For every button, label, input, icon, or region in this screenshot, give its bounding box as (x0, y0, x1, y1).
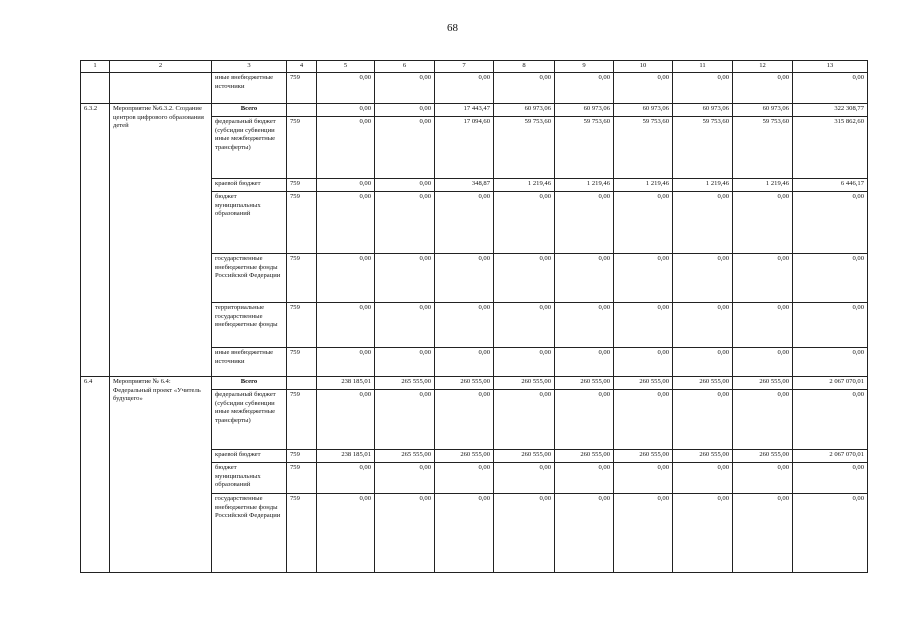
amount-cell: 0,00 (494, 463, 555, 494)
amount-cell: 0,00 (375, 117, 435, 179)
page-number: 68 (447, 22, 458, 34)
amount-cell: 260 555,00 (555, 377, 614, 390)
amount-cell: 0,00 (793, 303, 868, 348)
amount-cell: 0,00 (673, 192, 733, 254)
amount-cell: 0,00 (555, 73, 614, 104)
amount-cell: 17 094,60 (435, 117, 494, 179)
amount-cell: 0,00 (494, 73, 555, 104)
amount-cell: 0,00 (375, 390, 435, 450)
amount-cell: 322 308,77 (793, 104, 868, 117)
activity-number (81, 73, 110, 104)
amount-cell: 0,00 (614, 348, 673, 377)
amount-cell: 0,00 (435, 303, 494, 348)
amount-cell: 0,00 (793, 254, 868, 303)
column-header: 5 (317, 61, 375, 73)
amount-cell: 0,00 (793, 348, 868, 377)
amount-cell: 238 185,01 (317, 377, 375, 390)
amount-cell: 0,00 (733, 348, 793, 377)
amount-cell: 0,00 (793, 192, 868, 254)
amount-cell: 0,00 (555, 348, 614, 377)
amount-cell: 0,00 (494, 494, 555, 573)
column-header: 12 (733, 61, 793, 73)
amount-cell: 0,00 (733, 494, 793, 573)
amount-cell: 0,00 (614, 463, 673, 494)
amount-cell: 0,00 (317, 254, 375, 303)
amount-cell: 0,00 (375, 104, 435, 117)
amount-cell: 0,00 (733, 192, 793, 254)
amount-cell: 0,00 (375, 494, 435, 573)
amount-cell: 0,00 (317, 463, 375, 494)
amount-cell: 59 753,60 (614, 117, 673, 179)
amount-cell: 0,00 (317, 179, 375, 192)
amount-cell: 0,00 (614, 254, 673, 303)
activity-name: Мероприятие №6.3.2. Создание центров цифрового образования детей (110, 104, 212, 377)
funding-source: иные внебюджетные источники (212, 348, 287, 377)
amount-cell: 0,00 (793, 73, 868, 104)
amount-cell: 0,00 (375, 73, 435, 104)
funding-source: краевой бюджет (212, 179, 287, 192)
amount-cell: 0,00 (733, 254, 793, 303)
table-row (81, 73, 868, 104)
budget-table (80, 60, 868, 573)
funding-source: государственные внебюджетные фонды Российской Федерации (212, 254, 287, 303)
amount-cell: 260 555,00 (733, 450, 793, 463)
amount-cell: 0,00 (614, 390, 673, 450)
amount-cell: 0,00 (555, 390, 614, 450)
amount-cell: 0,00 (614, 303, 673, 348)
column-header: 7 (435, 61, 494, 73)
amount-cell: 60 973,06 (673, 104, 733, 117)
amount-cell: 260 555,00 (614, 377, 673, 390)
activity-number: 6.4 (81, 377, 110, 573)
amount-cell: 0,00 (375, 303, 435, 348)
header-row (81, 61, 868, 73)
amount-cell: 59 753,60 (555, 117, 614, 179)
amount-cell: 260 555,00 (555, 450, 614, 463)
amount-cell: 0,00 (673, 390, 733, 450)
amount-cell: 0,00 (793, 390, 868, 450)
amount-cell: 0,00 (375, 254, 435, 303)
amount-cell: 59 753,60 (494, 117, 555, 179)
amount-cell: 0,00 (614, 192, 673, 254)
amount-cell: 260 555,00 (673, 377, 733, 390)
amount-cell: 60 973,06 (494, 104, 555, 117)
column-header: 13 (793, 61, 868, 73)
amount-cell: 0,00 (494, 348, 555, 377)
budget-code: 759 (287, 450, 317, 463)
budget-code: 759 (287, 348, 317, 377)
amount-cell: 0,00 (375, 463, 435, 494)
amount-cell: 0,00 (317, 390, 375, 450)
amount-cell: 265 555,00 (375, 450, 435, 463)
amount-cell: 0,00 (673, 348, 733, 377)
amount-cell: 0,00 (733, 303, 793, 348)
amount-cell: 260 555,00 (435, 377, 494, 390)
activity-name (110, 73, 212, 104)
activity-number: 6.3.2 (81, 104, 110, 377)
column-header: 1 (81, 61, 110, 73)
activity-name: Мероприятие № 6.4: Федеральный проект «Учитель будущего» (110, 377, 212, 573)
amount-cell: 60 973,06 (555, 104, 614, 117)
amount-cell: 0,00 (555, 254, 614, 303)
amount-cell: 0,00 (494, 390, 555, 450)
amount-cell: 0,00 (435, 192, 494, 254)
funding-source: иные внебюджетные источники (212, 73, 287, 104)
budget-code: 759 (287, 179, 317, 192)
budget-code: 759 (287, 192, 317, 254)
amount-cell: 0,00 (673, 303, 733, 348)
amount-cell: 0,00 (555, 192, 614, 254)
amount-cell: 0,00 (317, 192, 375, 254)
budget-code: 759 (287, 73, 317, 104)
amount-cell: 1 219,46 (494, 179, 555, 192)
amount-cell: 0,00 (673, 73, 733, 104)
amount-cell: 0,00 (614, 73, 673, 104)
amount-cell: 1 219,46 (673, 179, 733, 192)
budget-code: 759 (287, 390, 317, 450)
budget-code (287, 377, 317, 390)
amount-cell: 1 219,46 (555, 179, 614, 192)
amount-cell: 260 555,00 (733, 377, 793, 390)
funding-source: Всего (212, 104, 287, 117)
amount-cell: 0,00 (435, 494, 494, 573)
budget-code: 759 (287, 463, 317, 494)
amount-cell: 0,00 (494, 254, 555, 303)
amount-cell: 315 862,60 (793, 117, 868, 179)
amount-cell: 1 219,46 (733, 179, 793, 192)
amount-cell: 0,00 (317, 104, 375, 117)
amount-cell: 0,00 (435, 348, 494, 377)
funding-source: Всего (212, 377, 287, 390)
column-header: 4 (287, 61, 317, 73)
amount-cell: 0,00 (733, 390, 793, 450)
budget-code: 759 (287, 254, 317, 303)
amount-cell: 260 555,00 (494, 450, 555, 463)
funding-source: краевой бюджет (212, 450, 287, 463)
amount-cell: 260 555,00 (614, 450, 673, 463)
table-row (81, 377, 868, 390)
amount-cell: 0,00 (317, 348, 375, 377)
funding-source: федеральный бюджет (субсидии субвенции иные межбюджетные трансферты) (212, 117, 287, 179)
amount-cell: 0,00 (793, 494, 868, 573)
amount-cell: 2 067 070,01 (793, 377, 868, 390)
amount-cell: 0,00 (733, 463, 793, 494)
amount-cell: 0,00 (317, 494, 375, 573)
amount-cell: 0,00 (673, 254, 733, 303)
amount-cell: 60 973,06 (614, 104, 673, 117)
amount-cell: 265 555,00 (375, 377, 435, 390)
column-header: 6 (375, 61, 435, 73)
amount-cell: 0,00 (317, 303, 375, 348)
budget-code: 759 (287, 117, 317, 179)
column-header: 2 (110, 61, 212, 73)
amount-cell: 0,00 (614, 494, 673, 573)
amount-cell: 60 973,06 (733, 104, 793, 117)
amount-cell: 0,00 (435, 463, 494, 494)
funding-source: территориальные государственные внебюджетные фонды (212, 303, 287, 348)
funding-source: бюджет муниципальных образований (212, 192, 287, 254)
budget-code: 759 (287, 303, 317, 348)
amount-cell: 260 555,00 (673, 450, 733, 463)
column-header: 3 (212, 61, 287, 73)
column-header: 8 (494, 61, 555, 73)
amount-cell: 0,00 (375, 348, 435, 377)
amount-cell: 0,00 (317, 73, 375, 104)
amount-cell: 0,00 (375, 179, 435, 192)
amount-cell: 0,00 (494, 192, 555, 254)
amount-cell: 0,00 (673, 463, 733, 494)
amount-cell: 0,00 (733, 73, 793, 104)
amount-cell: 59 753,60 (733, 117, 793, 179)
column-header: 11 (673, 61, 733, 73)
amount-cell: 0,00 (435, 73, 494, 104)
budget-code: 759 (287, 494, 317, 573)
budget-code (287, 104, 317, 117)
amount-cell: 1 219,46 (614, 179, 673, 192)
amount-cell: 0,00 (555, 463, 614, 494)
amount-cell: 0,00 (673, 494, 733, 573)
amount-cell: 6 446,17 (793, 179, 868, 192)
table-row (81, 104, 868, 117)
funding-source: государственные внебюджетные фонды Российской Федерации (212, 494, 287, 573)
amount-cell: 0,00 (435, 254, 494, 303)
amount-cell: 0,00 (555, 494, 614, 573)
amount-cell: 17 443,47 (435, 104, 494, 117)
amount-cell: 0,00 (494, 303, 555, 348)
amount-cell: 0,00 (793, 463, 868, 494)
amount-cell: 59 753,60 (673, 117, 733, 179)
amount-cell: 238 185,01 (317, 450, 375, 463)
funding-source: бюджет муниципальных образований (212, 463, 287, 494)
amount-cell: 0,00 (435, 390, 494, 450)
amount-cell: 0,00 (317, 117, 375, 179)
amount-cell: 260 555,00 (435, 450, 494, 463)
column-header: 10 (614, 61, 673, 73)
amount-cell: 0,00 (555, 303, 614, 348)
amount-cell: 260 555,00 (494, 377, 555, 390)
amount-cell: 0,00 (375, 192, 435, 254)
column-header: 9 (555, 61, 614, 73)
amount-cell: 348,87 (435, 179, 494, 192)
amount-cell: 2 067 070,01 (793, 450, 868, 463)
funding-source: федеральный бюджет (субсидии субвенции иные межбюджетные трансферты) (212, 390, 287, 450)
